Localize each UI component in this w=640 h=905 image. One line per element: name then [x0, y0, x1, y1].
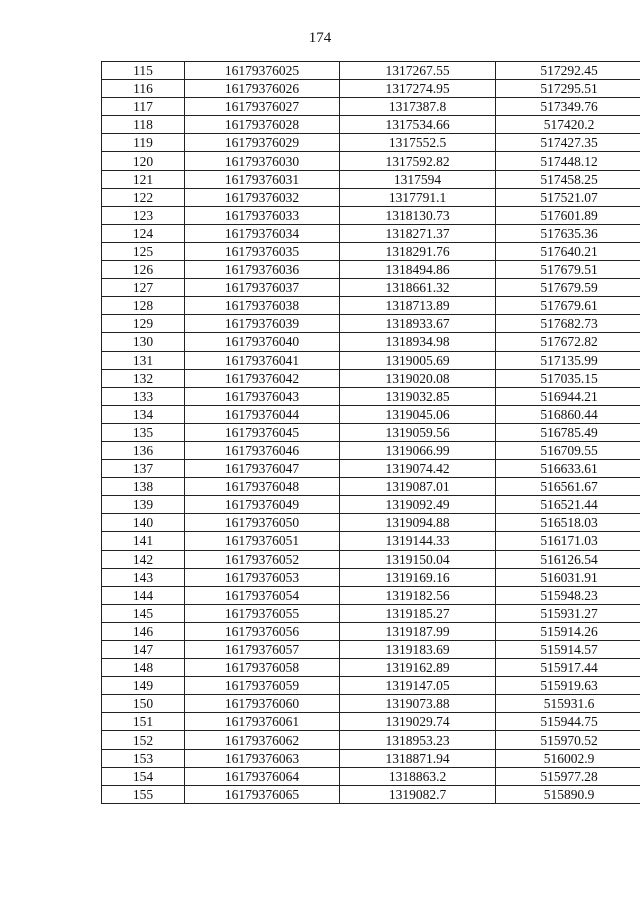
y-coordinate-cell: 516561.67 [496, 478, 640, 496]
x-coordinate-cell: 1319005.69 [340, 351, 496, 369]
y-coordinate-cell: 517292.45 [496, 62, 640, 80]
x-coordinate-cell: 1318934.98 [340, 333, 496, 351]
x-coordinate-cell: 1319169.16 [340, 568, 496, 586]
point-number-cell: 144 [102, 586, 185, 604]
x-coordinate-cell: 1318863.2 [340, 767, 496, 785]
point-number-cell: 148 [102, 659, 185, 677]
y-coordinate-cell: 515890.9 [496, 785, 640, 803]
y-coordinate-cell: 517679.59 [496, 279, 640, 297]
table-row [102, 279, 640, 297]
table-row [102, 333, 640, 351]
point-id-cell: 16179376030 [185, 152, 340, 170]
point-number-cell: 121 [102, 170, 185, 188]
point-id-cell: 16179376056 [185, 622, 340, 640]
table-row [102, 387, 640, 405]
y-coordinate-cell: 517679.61 [496, 297, 640, 315]
point-id-cell: 16179376062 [185, 731, 340, 749]
y-coordinate-cell: 516944.21 [496, 387, 640, 405]
y-coordinate-cell: 517035.15 [496, 369, 640, 387]
point-id-cell: 16179376049 [185, 496, 340, 514]
y-coordinate-cell: 516002.9 [496, 749, 640, 767]
x-coordinate-cell: 1319183.69 [340, 641, 496, 659]
y-coordinate-cell: 517458.25 [496, 170, 640, 188]
point-number-cell: 129 [102, 315, 185, 333]
point-id-cell: 16179376040 [185, 333, 340, 351]
x-coordinate-cell: 1319094.88 [340, 514, 496, 532]
x-coordinate-cell: 1318953.23 [340, 731, 496, 749]
table-row [102, 242, 640, 260]
x-coordinate-cell: 1319150.04 [340, 550, 496, 568]
point-number-cell: 122 [102, 188, 185, 206]
table-row [102, 224, 640, 242]
x-coordinate-cell: 1319045.06 [340, 405, 496, 423]
point-id-cell: 16179376043 [185, 387, 340, 405]
point-id-cell: 16179376041 [185, 351, 340, 369]
y-coordinate-cell: 516031.91 [496, 568, 640, 586]
x-coordinate-cell: 1317791.1 [340, 188, 496, 206]
y-coordinate-cell: 516785.49 [496, 423, 640, 441]
point-number-cell: 127 [102, 279, 185, 297]
point-id-cell: 16179376052 [185, 550, 340, 568]
point-number-cell: 128 [102, 297, 185, 315]
point-id-cell: 16179376042 [185, 369, 340, 387]
x-coordinate-cell: 1319144.33 [340, 532, 496, 550]
point-id-cell: 16179376026 [185, 80, 340, 98]
y-coordinate-cell: 515919.63 [496, 677, 640, 695]
table-row [102, 297, 640, 315]
table-row [102, 206, 640, 224]
point-id-cell: 16179376057 [185, 641, 340, 659]
point-number-cell: 142 [102, 550, 185, 568]
point-number-cell: 115 [102, 62, 185, 80]
point-number-cell: 117 [102, 98, 185, 116]
table-row [102, 315, 640, 333]
y-coordinate-cell: 517349.76 [496, 98, 640, 116]
x-coordinate-cell: 1318933.67 [340, 315, 496, 333]
x-coordinate-cell: 1319032.85 [340, 387, 496, 405]
x-coordinate-cell: 1319029.74 [340, 713, 496, 731]
table-row [102, 460, 640, 478]
x-coordinate-cell: 1319147.05 [340, 677, 496, 695]
point-number-cell: 133 [102, 387, 185, 405]
point-number-cell: 119 [102, 134, 185, 152]
table-row [102, 351, 640, 369]
table-row [102, 586, 640, 604]
y-coordinate-cell: 517682.73 [496, 315, 640, 333]
table-row [102, 423, 640, 441]
point-id-cell: 16179376047 [185, 460, 340, 478]
x-coordinate-cell: 1319087.01 [340, 478, 496, 496]
point-number-cell: 126 [102, 261, 185, 279]
point-number-cell: 146 [102, 622, 185, 640]
x-coordinate-cell: 1319162.89 [340, 659, 496, 677]
table-row [102, 677, 640, 695]
x-coordinate-cell: 1318130.73 [340, 206, 496, 224]
x-coordinate-cell: 1319082.7 [340, 785, 496, 803]
table-row [102, 62, 640, 80]
x-coordinate-cell: 1317387.8 [340, 98, 496, 116]
point-id-cell: 16179376048 [185, 478, 340, 496]
x-coordinate-cell: 1318661.32 [340, 279, 496, 297]
y-coordinate-cell: 515970.52 [496, 731, 640, 749]
table-row [102, 496, 640, 514]
point-id-cell: 16179376029 [185, 134, 340, 152]
point-number-cell: 147 [102, 641, 185, 659]
point-number-cell: 139 [102, 496, 185, 514]
coordinates-table [101, 61, 640, 804]
y-coordinate-cell: 515977.28 [496, 767, 640, 785]
y-coordinate-cell: 516709.55 [496, 441, 640, 459]
point-id-cell: 16179376025 [185, 62, 340, 80]
point-number-cell: 140 [102, 514, 185, 532]
x-coordinate-cell: 1317594 [340, 170, 496, 188]
y-coordinate-cell: 517601.89 [496, 206, 640, 224]
x-coordinate-cell: 1317534.66 [340, 116, 496, 134]
table-row [102, 441, 640, 459]
point-id-cell: 16179376039 [185, 315, 340, 333]
point-number-cell: 136 [102, 441, 185, 459]
table-row [102, 713, 640, 731]
y-coordinate-cell: 516860.44 [496, 405, 640, 423]
y-coordinate-cell: 517295.51 [496, 80, 640, 98]
y-coordinate-cell: 515931.27 [496, 604, 640, 622]
point-number-cell: 154 [102, 767, 185, 785]
point-id-cell: 16179376055 [185, 604, 340, 622]
point-id-cell: 16179376032 [185, 188, 340, 206]
point-number-cell: 124 [102, 224, 185, 242]
point-id-cell: 16179376050 [185, 514, 340, 532]
point-number-cell: 153 [102, 749, 185, 767]
y-coordinate-cell: 517420.2 [496, 116, 640, 134]
y-coordinate-cell: 517672.82 [496, 333, 640, 351]
point-number-cell: 123 [102, 206, 185, 224]
table-row [102, 659, 640, 677]
point-id-cell: 16179376059 [185, 677, 340, 695]
table-row [102, 170, 640, 188]
table-row [102, 641, 640, 659]
point-number-cell: 132 [102, 369, 185, 387]
y-coordinate-cell: 517635.36 [496, 224, 640, 242]
table-row [102, 785, 640, 803]
x-coordinate-cell: 1317267.55 [340, 62, 496, 80]
point-number-cell: 145 [102, 604, 185, 622]
x-coordinate-cell: 1318713.89 [340, 297, 496, 315]
y-coordinate-cell: 517679.51 [496, 261, 640, 279]
point-number-cell: 152 [102, 731, 185, 749]
point-id-cell: 16179376046 [185, 441, 340, 459]
y-coordinate-cell: 516518.03 [496, 514, 640, 532]
table-row [102, 731, 640, 749]
table-row [102, 550, 640, 568]
y-coordinate-cell: 515931.6 [496, 695, 640, 713]
table-row [102, 749, 640, 767]
y-coordinate-cell: 517448.12 [496, 152, 640, 170]
point-number-cell: 131 [102, 351, 185, 369]
point-id-cell: 16179376031 [185, 170, 340, 188]
point-id-cell: 16179376044 [185, 405, 340, 423]
table-row [102, 261, 640, 279]
page-number: 174 [308, 30, 332, 46]
x-coordinate-cell: 1319059.56 [340, 423, 496, 441]
y-coordinate-cell: 515914.57 [496, 641, 640, 659]
point-id-cell: 16179376065 [185, 785, 340, 803]
point-id-cell: 16179376061 [185, 713, 340, 731]
table-row [102, 116, 640, 134]
table-row [102, 80, 640, 98]
point-id-cell: 16179376034 [185, 224, 340, 242]
point-id-cell: 16179376051 [185, 532, 340, 550]
point-id-cell: 16179376060 [185, 695, 340, 713]
point-number-cell: 130 [102, 333, 185, 351]
table-row [102, 98, 640, 116]
table-row [102, 622, 640, 640]
point-id-cell: 16179376054 [185, 586, 340, 604]
table-row [102, 767, 640, 785]
x-coordinate-cell: 1317552.5 [340, 134, 496, 152]
point-number-cell: 155 [102, 785, 185, 803]
point-number-cell: 116 [102, 80, 185, 98]
point-id-cell: 16179376058 [185, 659, 340, 677]
x-coordinate-cell: 1319066.99 [340, 441, 496, 459]
x-coordinate-cell: 1319187.99 [340, 622, 496, 640]
point-id-cell: 16179376063 [185, 749, 340, 767]
x-coordinate-cell: 1317274.95 [340, 80, 496, 98]
x-coordinate-cell: 1319020.08 [340, 369, 496, 387]
x-coordinate-cell: 1317592.82 [340, 152, 496, 170]
point-id-cell: 16179376045 [185, 423, 340, 441]
point-number-cell: 138 [102, 478, 185, 496]
x-coordinate-cell: 1319185.27 [340, 604, 496, 622]
y-coordinate-cell: 517427.35 [496, 134, 640, 152]
point-number-cell: 151 [102, 713, 185, 731]
table-row [102, 152, 640, 170]
point-number-cell: 137 [102, 460, 185, 478]
point-number-cell: 135 [102, 423, 185, 441]
point-id-cell: 16179376027 [185, 98, 340, 116]
point-id-cell: 16179376037 [185, 279, 340, 297]
table-row [102, 405, 640, 423]
table-row [102, 695, 640, 713]
coordinates-table-body [102, 62, 640, 804]
y-coordinate-cell: 517640.21 [496, 242, 640, 260]
table-row [102, 514, 640, 532]
table-row [102, 604, 640, 622]
point-number-cell: 141 [102, 532, 185, 550]
x-coordinate-cell: 1318494.86 [340, 261, 496, 279]
x-coordinate-cell: 1319182.56 [340, 586, 496, 604]
table-row [102, 188, 640, 206]
table-row [102, 568, 640, 586]
table-row [102, 134, 640, 152]
point-number-cell: 143 [102, 568, 185, 586]
x-coordinate-cell: 1319074.42 [340, 460, 496, 478]
point-id-cell: 16179376035 [185, 242, 340, 260]
table-row [102, 369, 640, 387]
y-coordinate-cell: 516521.44 [496, 496, 640, 514]
point-number-cell: 120 [102, 152, 185, 170]
x-coordinate-cell: 1318271.37 [340, 224, 496, 242]
point-id-cell: 16179376064 [185, 767, 340, 785]
y-coordinate-cell: 517521.07 [496, 188, 640, 206]
y-coordinate-cell: 516171.03 [496, 532, 640, 550]
point-number-cell: 125 [102, 242, 185, 260]
point-id-cell: 16179376036 [185, 261, 340, 279]
point-id-cell: 16179376053 [185, 568, 340, 586]
point-id-cell: 16179376033 [185, 206, 340, 224]
y-coordinate-cell: 516126.54 [496, 550, 640, 568]
point-number-cell: 149 [102, 677, 185, 695]
y-coordinate-cell: 515917.44 [496, 659, 640, 677]
point-number-cell: 150 [102, 695, 185, 713]
y-coordinate-cell: 517135.99 [496, 351, 640, 369]
point-number-cell: 134 [102, 405, 185, 423]
y-coordinate-cell: 516633.61 [496, 460, 640, 478]
y-coordinate-cell: 515944.75 [496, 713, 640, 731]
x-coordinate-cell: 1319073.88 [340, 695, 496, 713]
table-row [102, 532, 640, 550]
x-coordinate-cell: 1319092.49 [340, 496, 496, 514]
point-number-cell: 118 [102, 116, 185, 134]
x-coordinate-cell: 1318291.76 [340, 242, 496, 260]
y-coordinate-cell: 515948.23 [496, 586, 640, 604]
point-id-cell: 16179376028 [185, 116, 340, 134]
point-id-cell: 16179376038 [185, 297, 340, 315]
y-coordinate-cell: 515914.26 [496, 622, 640, 640]
x-coordinate-cell: 1318871.94 [340, 749, 496, 767]
table-row [102, 478, 640, 496]
